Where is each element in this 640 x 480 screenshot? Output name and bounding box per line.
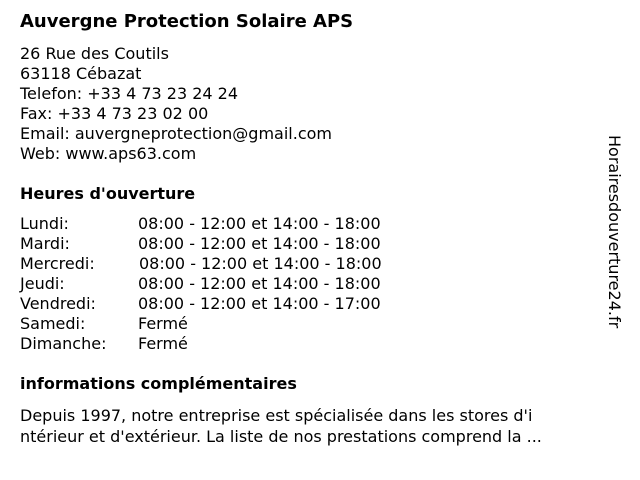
- day-label: Samedi:: [20, 314, 86, 333]
- day-hours: 08:00 - 12:00 et 14:00 - 18:00: [138, 274, 381, 293]
- address-city: 63118 Cébazat: [20, 64, 142, 83]
- description-line: Depuis 1997, notre entreprise est spécialisée dans les stores d'i: [20, 406, 533, 425]
- day-hours: 08:00 - 12:00 et 14:00 - 18:00: [139, 254, 382, 273]
- day-hours: 08:00 - 12:00 et 14:00 - 18:00: [138, 234, 381, 253]
- opening-hours-heading: Heures d'ouverture: [20, 184, 196, 203]
- hours-row-saturday: [20, 314, 440, 334]
- email-address[interactable]: Email: auvergneprotection@gmail.com: [20, 124, 332, 143]
- description-line: ntérieur et d'extérieur. La liste de nos prestations comprend la ...: [20, 427, 542, 446]
- day-hours: 08:00 - 12:00 et 14:00 - 17:00: [138, 294, 381, 313]
- phone-number[interactable]: Telefon: +33 4 73 23 24 24: [20, 84, 239, 103]
- hours-row-monday: [20, 214, 440, 234]
- day-hours: 08:00 - 12:00 et 14:00 - 18:00: [138, 214, 381, 233]
- day-label: Mardi:: [20, 234, 70, 253]
- additional-info-heading: informations complémentaires: [20, 374, 297, 393]
- day-label: Lundi:: [20, 214, 69, 233]
- fax-number: Fax: +33 4 73 23 02 00: [20, 104, 209, 123]
- website-link[interactable]: Web: www.aps63.com: [20, 144, 197, 163]
- contact-block: [20, 44, 332, 164]
- day-hours: Fermé: [138, 314, 188, 333]
- day-label: Dimanche:: [20, 334, 107, 353]
- site-watermark: Horairesdouverture24.fr: [605, 135, 624, 329]
- hours-row-friday: [20, 294, 440, 314]
- day-hours: Fermé: [138, 334, 188, 353]
- opening-hours-table: [20, 214, 440, 354]
- hours-row-thursday: [20, 274, 440, 294]
- day-label: Mercredi:: [20, 254, 95, 273]
- business-description: [20, 405, 595, 447]
- hours-row-tuesday: [20, 234, 440, 254]
- hours-row-sunday: [20, 334, 440, 354]
- day-label: Jeudi:: [20, 274, 65, 293]
- business-name: Auvergne Protection Solaire APS: [20, 11, 354, 32]
- day-label: Vendredi:: [20, 294, 96, 313]
- address-street: 26 Rue des Coutils: [20, 44, 169, 63]
- hours-row-wednesday: [20, 254, 440, 274]
